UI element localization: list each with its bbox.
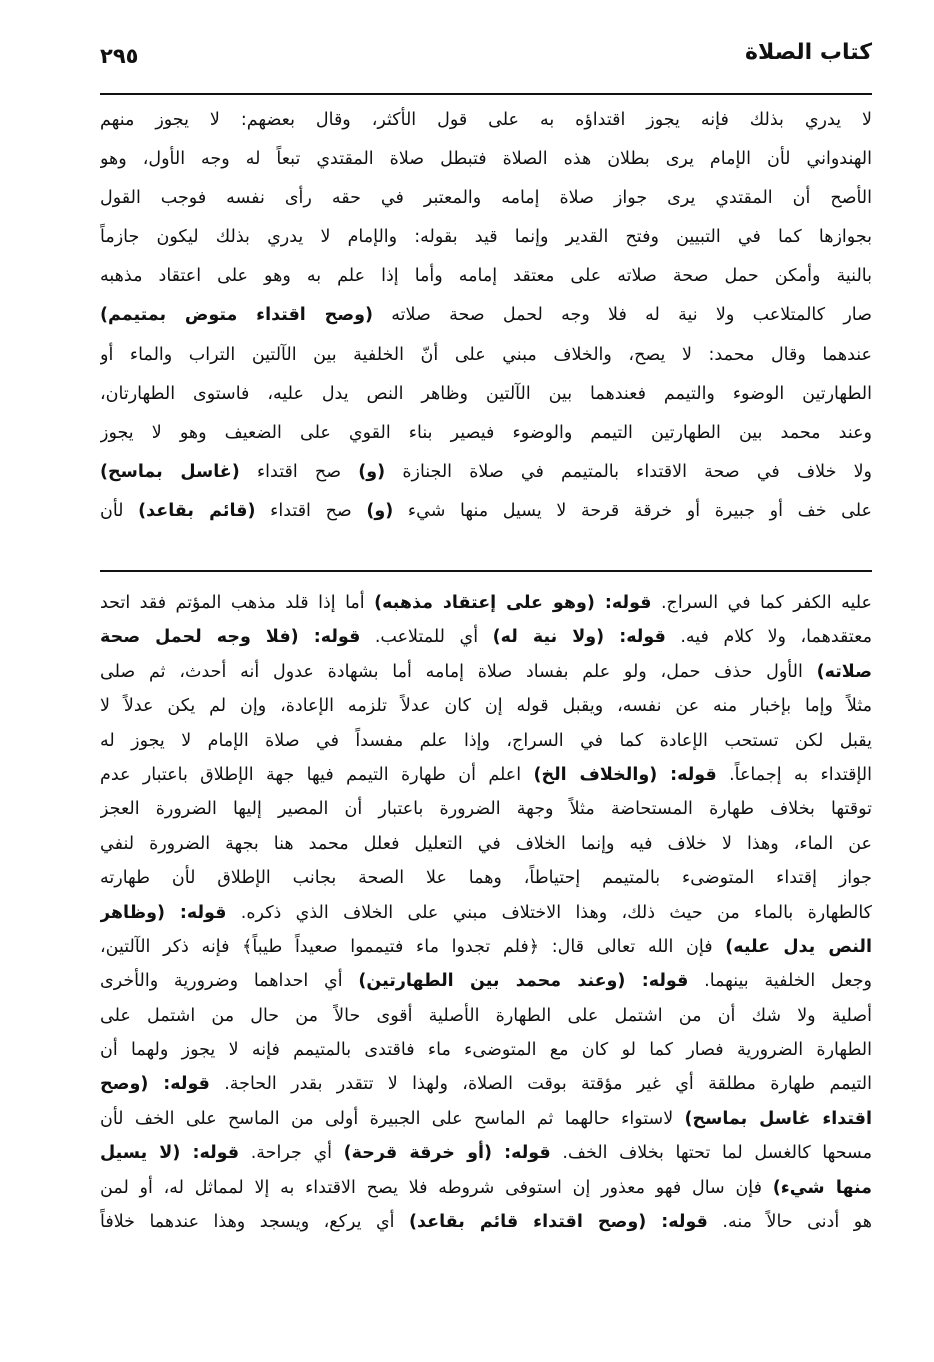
bold-term: (قائم بقاعد) <box>138 500 256 521</box>
commentary-block <box>100 586 872 1239</box>
bold-term: (غاسل بماسح) <box>100 461 240 482</box>
commentary-line <box>100 1205 872 1239</box>
commentary-line <box>100 896 872 930</box>
text-run: فإن سال فهو معذور إن استوفى شروطه فلا يصح الاقتداء به إلا لمماثل له، أو لمن <box>100 1177 773 1198</box>
text-run: الأول حذف حمل، ولو علم بفساد صلاة إمامه أما بشهادة عدول أنه أحدث، ثم صلى <box>100 661 817 682</box>
commentary-line: جواز إقتداء المتوضىء بالمتيمم إحتياطاً، وهما علا الصحة بجانب الإطلاق لأن طهارته <box>100 868 872 889</box>
bold-term: قوله: (فلا وجه لحمل صحة <box>100 627 361 648</box>
main-text-line: عندهما وقال محمد: لا يصح، والخلاف مبني على أنّ الخلفية بين الآلتين التراب والماء أو <box>100 344 872 365</box>
text-run: وجعل الخلفية بينهما. <box>688 971 872 992</box>
main-text-block <box>100 101 872 531</box>
text-run: لاستواء حالهما ثم الماسح على الجبيرة أولى من الماسح على الخف لأن <box>100 1108 685 1129</box>
text-run: مسحها كالغسل لما تحتها بخلاف الخف. <box>550 1143 872 1164</box>
bold-term: قوله: (أو خرقة قرحة) <box>343 1143 551 1164</box>
bold-term: قوله: (وهو على إعتقاد مذهبه) <box>374 593 652 613</box>
commentary-line <box>100 1067 872 1101</box>
bold-term: منها شيء) <box>772 1177 872 1198</box>
text-run: أي للمتلاعب. <box>360 627 493 648</box>
bold-term: قوله: (والخلاف الخ) <box>533 764 717 785</box>
commentary-line: عن الماء، وهذا لا خلاف فيه وإنما الخلاف في التعليل فعلل محمد هنا بجهة الضرورة لنفي <box>100 833 872 854</box>
main-text-line: بجوازها كما في التبيين وفتح القدير وإنما قيد بقوله: والإمام لا يدري بذلك ليكون جازماً <box>100 227 872 248</box>
commentary-line <box>100 586 872 620</box>
commentary-line <box>100 1102 872 1136</box>
commentary-line <box>100 620 872 654</box>
bold-term: (و) <box>358 461 386 482</box>
text-run: أي يركع، ويسجد وهذا عندهما خلافاً <box>100 1212 410 1233</box>
main-text-line: وعند محمد بين الطهارتين التيمم والوضوء فيصير بناء القوي على الضعيف وهو لا يجوز <box>100 422 872 443</box>
commentary-line <box>100 758 872 792</box>
bold-term: قوله: (وصح اقتداء قائم بقاعد) <box>409 1212 708 1233</box>
bold-term: صلاته) <box>816 661 872 682</box>
commentary-line <box>100 930 872 964</box>
text-run: الإقتداء به إجماعاً. <box>716 764 872 785</box>
bold-term: قوله: (وظاهر <box>100 902 227 923</box>
main-text-line: بالنية وأمكن حمل صحة صلاته على معتقد إمامه وأما إذا علم به وهو على اعتقاد مذهبه <box>100 266 872 287</box>
text-run: أي جراحة. <box>239 1143 344 1164</box>
commentary-line: توقتها بخلاف طهارة المستحاضة مثلاً وجهة الضرورة باعتبار أن المصير إليها الضرورة العجز <box>100 799 872 820</box>
page-header <box>100 30 872 74</box>
commentary-line <box>100 1171 872 1205</box>
bold-term: قوله: (لا يسيل <box>100 1143 240 1164</box>
bold-term: (و) <box>366 500 394 521</box>
text-run: لأن <box>100 500 139 521</box>
chapter-title: كتاب الصلاة <box>745 40 872 65</box>
commentary-line <box>100 655 872 689</box>
commentary-line: الطهارة الضرورية فصار كما لو كان مع المتوضىء ماء فاقتدى بالمتيمم فإنه لا يجوز ولهما أن <box>100 1040 872 1061</box>
text-run: ولا خلاف في صحة الاقتداء بالمتيمم في صلاة الجنازة <box>385 461 872 482</box>
bold-term: قوله: (ولا نية له) <box>492 627 666 648</box>
text-run: اعلم أن طهارة التيمم فيها جهة الإطلاق باعتبار عدم <box>100 764 534 785</box>
text-run: على خف أو جبيرة أو خرقة قرحة لا يسيل منها شيء <box>393 500 872 521</box>
commentary-line <box>100 964 872 998</box>
text-run: فإن الله تعالى قال: ﴿فلم تجدوا ماء فتيمموا صعيداً طيباً﴾ فإنه ذكر الآلتين، <box>100 936 726 957</box>
text-run: صار كالمتلاعب ولا نية له فلا وجه لحمل صحة صلاته <box>372 305 872 326</box>
main-text-line: الأصح أن المقتدي يرى جواز صلاة إمامه والمعتبر في حقه رأى نفسه فوجب القول <box>100 188 872 209</box>
bold-term: (وصح اقتداء متوض بمتيمم) <box>100 305 373 326</box>
text-run: عليه الكفر كما في السراج. <box>651 593 872 613</box>
text-run: أي احداهما وضرورية والأخرى <box>100 971 359 992</box>
page-number: ٢٩٥ <box>100 44 139 68</box>
bold-term: اقتداء غاسل بماسح) <box>684 1108 872 1129</box>
bold-term: قوله: (وعند محمد بين الطهارتين) <box>358 971 689 992</box>
main-text-line: لا يدري بذلك فإنه يجوز اقتداؤه به على قول الأكثر، وقال بعضهم: لا يجوز منهم <box>100 110 872 130</box>
bold-term: النص يدل عليه) <box>725 936 872 957</box>
commentary-line: أصلية ولا شك أن من اشتمل على الطهارة الأصلية أقوى حالاً من حال من اشتمل على <box>100 1005 872 1026</box>
main-text-line <box>100 492 872 531</box>
main-text-line: الهندواني لأن الإمام يرى بطلان هذه الصلاة فتبطل صلاة المقتدي تبعاً له وجه الأول، وهو <box>100 149 872 170</box>
commentary-line <box>100 1136 872 1170</box>
text-run: معتقدهما، ولا كلام فيه. <box>665 627 872 648</box>
text-run: أما إذا قلد مذهب المؤتم فقد اتحد <box>100 593 375 613</box>
text-run: التيمم طهارة مطلقة أي غير مؤقتة بوقت الصلاة، ولهذا لا تتقدر بقدر الحاجة. <box>209 1074 872 1095</box>
main-text-line: الطهارتين الوضوء والتيمم فعندهما بين الآلتين وظاهر النص يدل عليه، فاستوى الطهارتان، <box>100 383 872 404</box>
header-divider <box>100 93 872 95</box>
text-run: صح اقتداء <box>239 461 359 482</box>
main-text-line <box>100 296 872 335</box>
text-run: هو أدنى حالاً منه. <box>707 1212 872 1233</box>
commentary-line: مثلاً وإما بإخبار منه عن نفسه، ويقبل قوله إن كان عدلاً تلزمه الإعادة، وإن لم يكن عدلاً لا <box>100 696 872 717</box>
text-run: صح اقتداء <box>255 500 367 521</box>
main-text-line <box>100 453 872 492</box>
bold-term: قوله: (وصح <box>100 1074 210 1095</box>
text-run: كالطهارة بالماء من حيث ذلك، وهذا الاختلاف مبني على الخلاف الذي ذكره. <box>226 902 872 923</box>
commentary-divider <box>100 570 872 572</box>
commentary-line: يقبل لكن تستحب الإعادة كما في السراج، وإذا علم مفسداً في صلاة الإمام لا يجوز له <box>100 730 872 751</box>
